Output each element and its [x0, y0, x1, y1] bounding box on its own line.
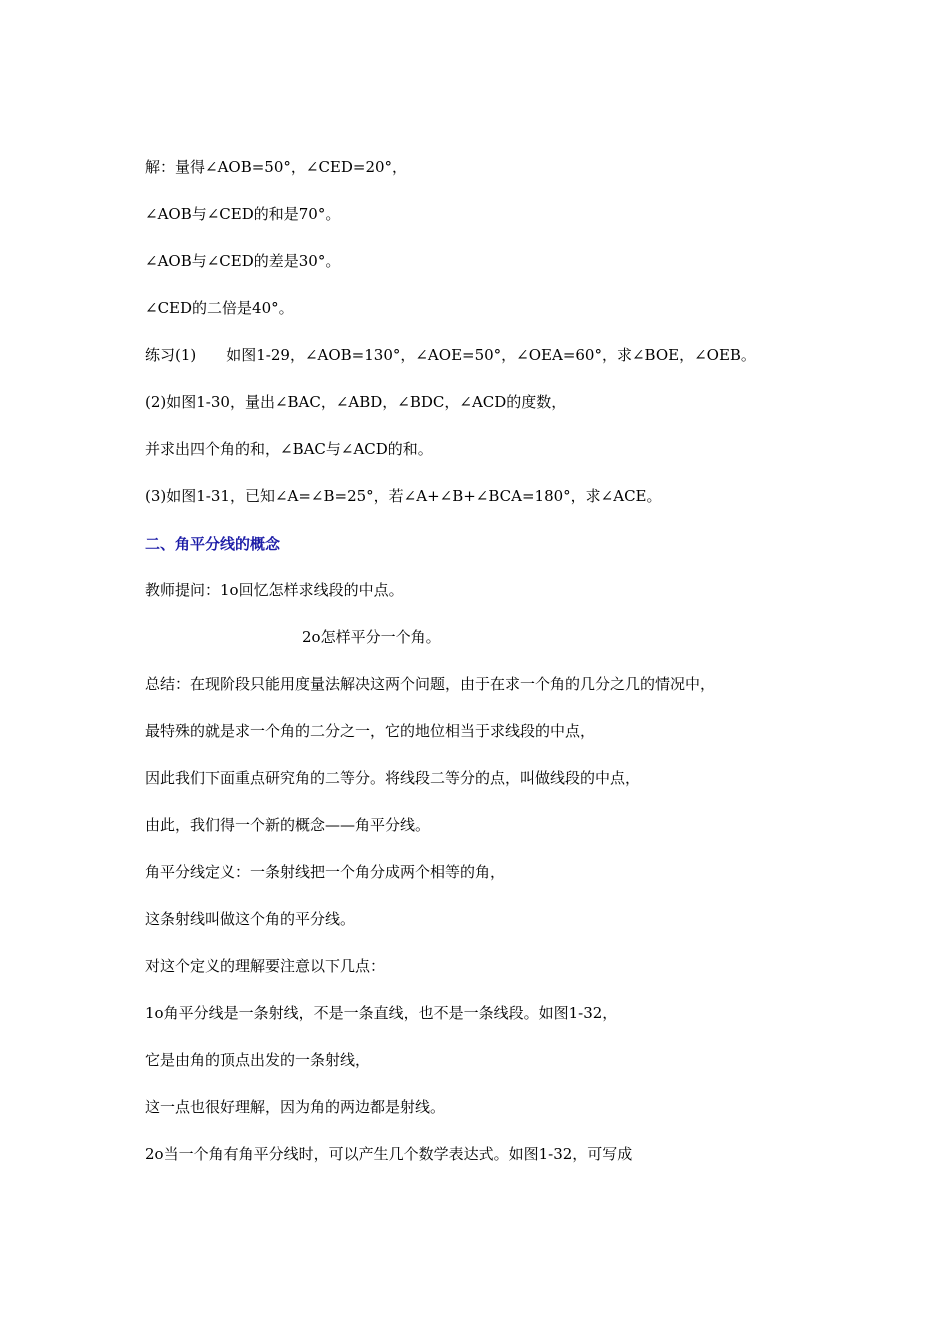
- solution-sum: ∠AOB与∠CED的和是70°。: [145, 205, 341, 223]
- note-1-explanation: 这一点也很好理解，因为角的两边都是射线。: [145, 1098, 446, 1116]
- solution-difference: ∠AOB与∠CED的差是30°。: [145, 252, 341, 270]
- exercise-3: (3)如图1-31，已知∠A=∠B=25°，若∠A+∠B+∠BCA=180°，求∠ACE。: [145, 487, 662, 505]
- exercise-2-continued: 并求出四个角的和，∠BAC与∠ACD的和。: [145, 440, 433, 458]
- teacher-question-2: 2o怎样平分一个角。: [302, 628, 441, 646]
- note-1: 1o角平分线是一条射线，不是一条直线，也不是一条线段。如图1-32，: [145, 1004, 618, 1022]
- exercise-1: 练习(1) 如图1-29，∠AOB=130°，∠AOE=50°，∠OEA=60°，求∠BOE，∠OEB。: [145, 346, 756, 364]
- summary-line-3: 因此我们下面重点研究角的二等分。将线段二等分的点，叫做线段的中点，: [145, 769, 641, 787]
- summary-line-1: 总结：在现阶段只能用度量法解决这两个问题，由于在求一个角的几分之几的情况中，: [145, 675, 716, 693]
- definition-line-2: 这条射线叫做这个角的平分线。: [145, 910, 356, 928]
- solution-measured-angles: 解：量得∠AOB=50°，∠CED=20°，: [145, 158, 408, 176]
- summary-line-4: 由此，我们得一个新的概念——角平分线。: [145, 816, 431, 834]
- note-2: 2o当一个角有角平分线时，可以产生几个数学表达式。如图1-32，可写成: [145, 1145, 633, 1163]
- definition-line-1: 角平分线定义：一条射线把一个角分成两个相等的角，: [145, 863, 506, 881]
- teacher-question: 教师提问：1o回忆怎样求线段的中点。: [145, 581, 404, 599]
- solution-double: ∠CED的二倍是40°。: [145, 299, 294, 317]
- note-1-continued: 它是由角的顶点出发的一条射线，: [145, 1051, 371, 1069]
- notes-intro: 对这个定义的理解要注意以下几点：: [145, 957, 386, 975]
- section-heading: 二、角平分线的概念: [145, 535, 281, 553]
- summary-line-2: 最特殊的就是求一个角的二分之一，它的地位相当于求线段的中点，: [145, 722, 596, 740]
- exercise-2: (2)如图1-30，量出∠BAC，∠ABD，∠BDC，∠ACD的度数，: [145, 393, 567, 411]
